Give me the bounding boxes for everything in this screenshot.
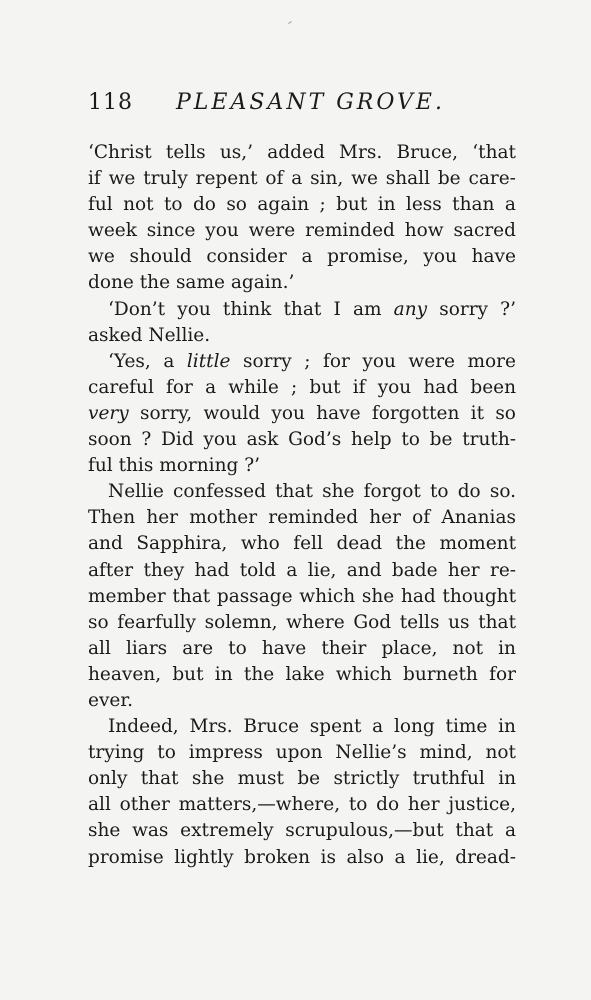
- page-number: 118: [88, 90, 133, 115]
- paper-speck: [288, 21, 292, 24]
- text-line: ‘Christ tells us,’ added Mrs. Bruce, ‘that: [88, 142, 516, 163]
- text-line: Nellie confessed that she forgot to do so.: [108, 481, 517, 503]
- text-line: promise lightly broken is also a lie, dread-: [88, 846, 517, 868]
- text-line: careful for a while ; but if you had been: [88, 376, 517, 398]
- text-line: and Sapphira, who fell dead the moment: [88, 533, 517, 555]
- text-line: done the same again.’: [88, 272, 295, 294]
- emphasis-word: very: [88, 402, 129, 424]
- text-line: we should consider a promise, you have: [88, 246, 516, 268]
- text-line: all liars are to have their place, not in: [88, 637, 516, 659]
- text-line: very sorry, would you have forgotten it so: [88, 402, 516, 424]
- emphasis-word: any: [393, 298, 428, 320]
- page-header: [88, 90, 528, 126]
- text-line: all other matters,—where, to do her justice,: [88, 794, 517, 816]
- emphasis-word: little: [186, 350, 231, 372]
- text-line: week since you were reminded how sacred: [88, 220, 516, 242]
- text-line: Then her mother reminded her of Ananias: [88, 507, 516, 529]
- text-line: trying to impress upon Nellie’s mind, not: [88, 742, 516, 764]
- text-line: ‘Don’t you think that I am any sorry ?’: [108, 298, 516, 320]
- text-line: after they had told a lie, and bade her re-: [88, 559, 517, 581]
- running-title: PLEASANT GROVE.: [176, 90, 445, 115]
- text-line: member that passage which she had thought: [88, 585, 517, 607]
- text-line: she was extremely scrupulous,—but that a: [88, 820, 516, 842]
- text-line: Indeed, Mrs. Bruce spent a long time in: [108, 716, 516, 738]
- text-line: ful this morning ?’: [88, 455, 261, 477]
- text-line: so fearfully solemn, where God tells us that: [88, 611, 517, 633]
- text-line: ful not to do so again ; but in less than a: [88, 194, 516, 216]
- text-line: soon ? Did you ask God’s help to be truth-: [88, 429, 516, 451]
- text-line: heaven, but in the lake which burneth for: [88, 663, 516, 685]
- text-line: ‘Yes, a little sorry ; for you were more: [108, 350, 516, 372]
- text-line: ever.: [88, 689, 134, 711]
- text-line: asked Nellie.: [88, 324, 211, 346]
- body-text: [88, 140, 516, 871]
- text-line: if we truly repent of a sin, we shall be care-: [88, 168, 516, 190]
- text-line: only that she must be strictly truthful in: [88, 768, 517, 790]
